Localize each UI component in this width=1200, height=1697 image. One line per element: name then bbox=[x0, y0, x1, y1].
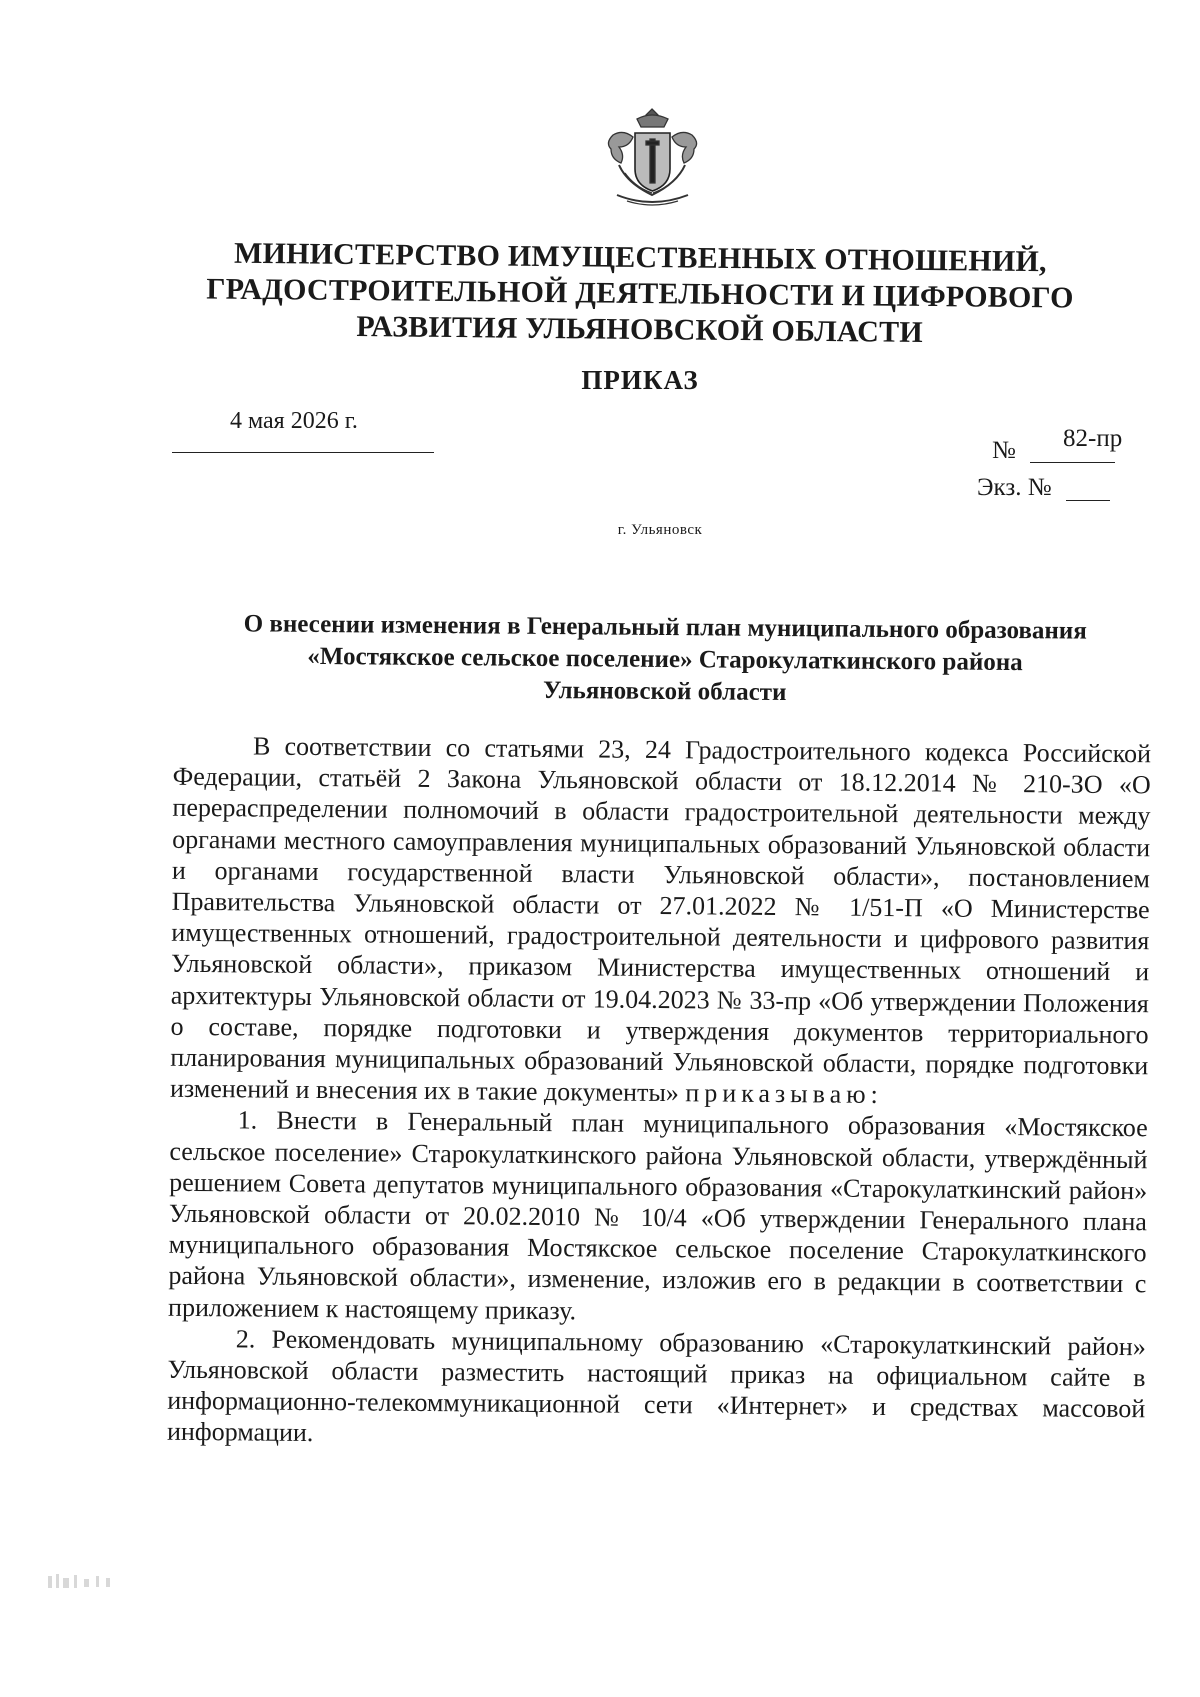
preamble-paragraph bbox=[170, 730, 1151, 1113]
copy-number-underline bbox=[1066, 500, 1110, 501]
copy-number-label: Экз. № bbox=[977, 474, 1052, 501]
item-2-paragraph: 2. Рекомендовать муниципальному образованию «Старокулаткинский район» Ульяновской области разместить настоящий приказ на официальном сайте в информационно-телекоммуникационной сети «Интернет» и средствах массовой информации. bbox=[166, 1324, 1146, 1448]
city: г. Ульяновск bbox=[617, 522, 703, 538]
subject-line-2: «Мостякское сельское поселение» Старокулаткинского района bbox=[307, 642, 1023, 677]
faint-scan-mark bbox=[48, 1570, 148, 1592]
coat-of-arms-icon bbox=[605, 105, 700, 210]
document-type-title: ПРИКАЗ bbox=[581, 365, 699, 395]
subject-line-1: О внесении изменения в Генеральный план муниципального образования bbox=[243, 610, 1087, 645]
ministry-line-3: РАЗВИТИЯ УЛЬЯНОВСКОЙ ОБЛАСТИ bbox=[356, 310, 924, 349]
ministry-line-2: ГРАДОСТРОИТЕЛЬНОЙ ДЕЯТЕЛЬНОСТИ И ЦИФРОВОГО bbox=[206, 272, 1074, 315]
order-body bbox=[167, 730, 1151, 1456]
order-number-label: № bbox=[992, 437, 1016, 464]
order-subject bbox=[170, 608, 1161, 713]
subject-line-3: Ульяновской области bbox=[542, 676, 787, 707]
ministry-name bbox=[199, 235, 1080, 352]
preamble-text: В соответствии со статьями 23, 24 Градостроительного кодекса Российской Федерации, статьёй 2 Закона Ульяновской области от 18.12.2014 № 210-ЗО «О перераспределении полномочий в области градостроительной деятельности между органами местного самоуправления муниципальных образований Ульяновской области и органами государственной власти Ульяновской области», постановлением Правительства Ульяновской области от 27.01.2022 № 1/51-П «О Министерстве имущественных отношений, градостроительной деятельности и цифрового развития Ульяновской области», приказом Министерства имущественных отношений и архитектуры Ульяновской области от 19.04.2023 № 33-пр «Об утверждении Положения о составе, порядке подготовки и утверждения документов территориального планирования муниципальных образований Ульяновской области, порядке подготовки изменений и внесения их в такие документы» bbox=[169, 731, 1152, 1108]
date-underline bbox=[172, 452, 434, 453]
order-number-value: 82-пр bbox=[1063, 425, 1123, 452]
order-word: приказываю: bbox=[685, 1078, 883, 1110]
item-1-paragraph: 1. Внести в Генеральный план муниципального образования «Мостякское сельское поселение» Старокулаткинского района Ульяновской области, утверждённый решением Совета депутатов муниципального образования «Старокулаткинский район» Ульяновской области от 20.02.2010 № 10/4 «Об утверждении Генерального плана муниципального образования Мостякское сельское поселение Старокулаткинского района Ульяновской области», изменение, изложив его в редакции в соответствии с приложением к настоящему приказу. bbox=[167, 1105, 1148, 1325]
order-date: 4 мая 2026 г. bbox=[230, 408, 358, 434]
order-number-underline bbox=[1030, 462, 1115, 463]
ministry-line-1: МИНИСТЕРСТВО ИМУЩЕСТВЕННЫХ ОТНОШЕНИЙ, bbox=[233, 236, 1047, 279]
